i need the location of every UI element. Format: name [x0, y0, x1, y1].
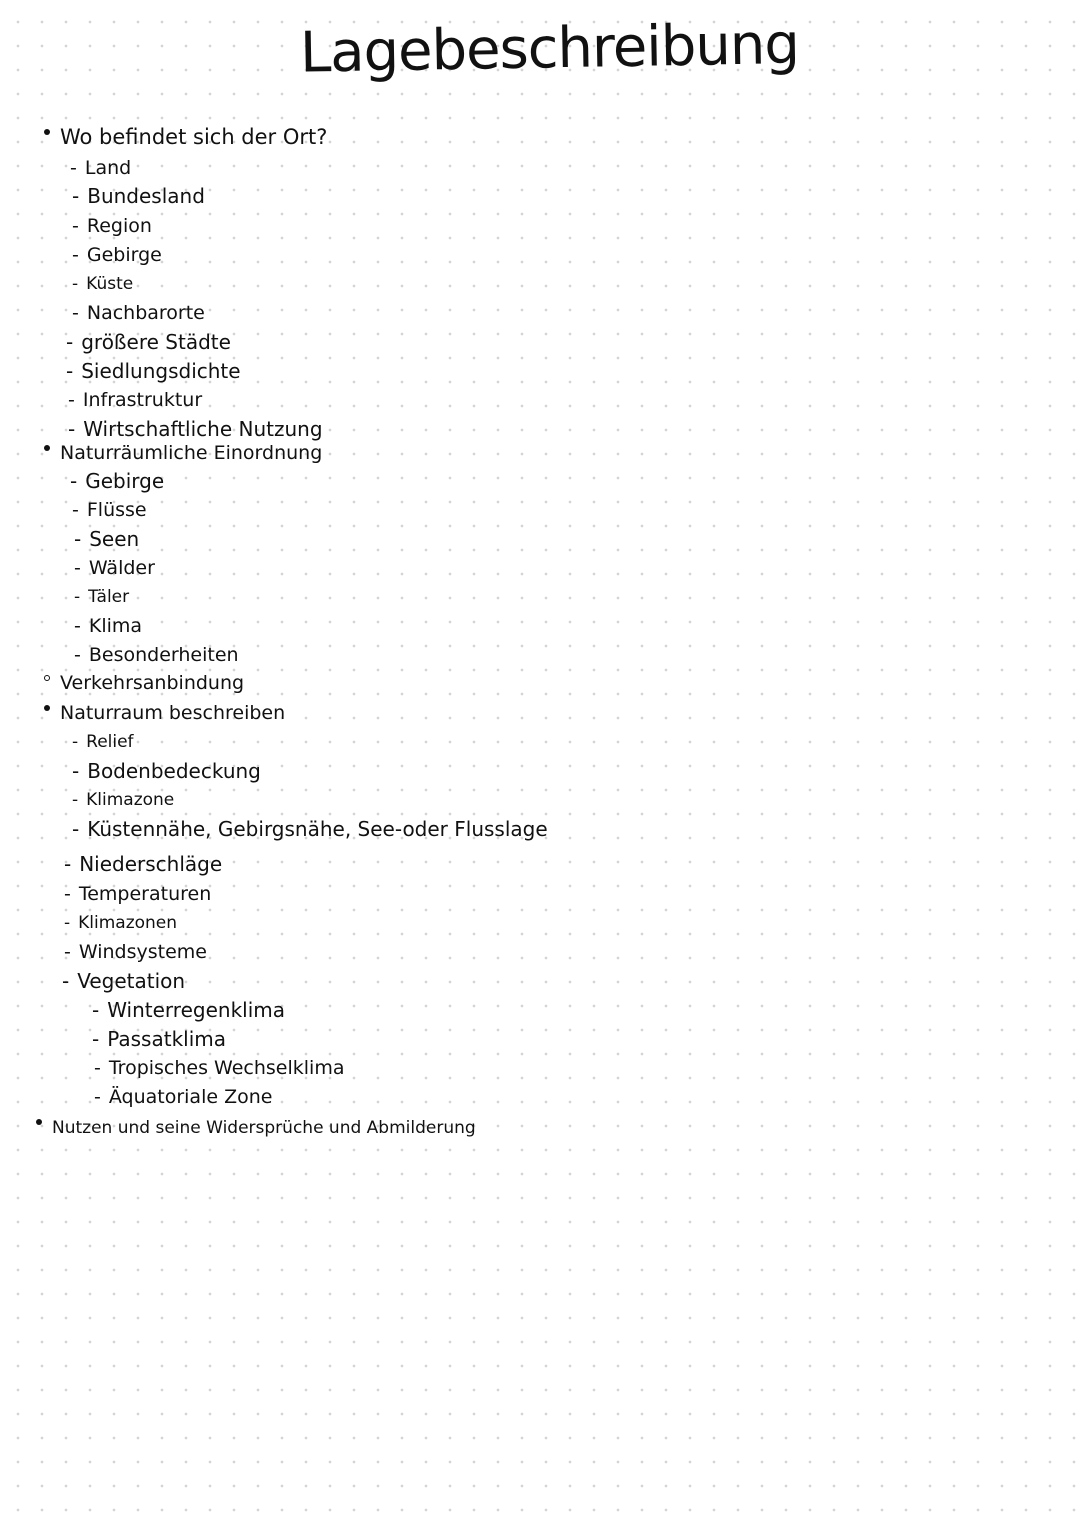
list-item: - Bodenbedeckung: [72, 759, 261, 783]
list-item: - Niederschläge: [64, 852, 223, 876]
list-item: - Täler: [74, 587, 130, 607]
list-item: - Klima: [74, 615, 143, 637]
list-item: - Klimazone: [72, 790, 175, 810]
sub-list-item: - Winterregenklima: [92, 998, 286, 1022]
list-item: - größere Städte: [66, 330, 231, 354]
list-item: - Küstennähe, Gebirgsnähe, See-oder Flusslage: [72, 817, 548, 841]
list-item: - Temperaturen: [64, 883, 212, 905]
bullet-icon: [44, 705, 50, 711]
list-item: - Siedlungsdichte: [66, 359, 241, 383]
list-item: - Klimazonen: [64, 913, 178, 933]
list-item: - Nachbarorte: [72, 302, 205, 324]
list-item: - Land: [70, 157, 132, 179]
list-item: - Infrastruktur: [68, 389, 203, 411]
list-item: - Besonderheiten: [74, 644, 239, 666]
section-heading-traffic: Verkehrsanbindung: [44, 670, 244, 696]
bullet-icon: [44, 675, 50, 681]
list-item: - Flüsse: [72, 499, 147, 521]
section-heading-use: Nutzen und seine Widersprüche und Abmilderung: [36, 1115, 476, 1141]
list-item: - Bundesland: [72, 184, 205, 208]
bullet-icon: [44, 129, 50, 135]
bullet-icon: [36, 1119, 42, 1125]
sub-list-item: - Tropisches Wechselklima: [94, 1057, 345, 1079]
section-heading-location: Wo befindet sich der Ort?: [44, 124, 327, 150]
list-item: - Windsysteme: [64, 941, 207, 963]
list-item: - Relief: [72, 732, 134, 752]
list-item: - Wälder: [74, 557, 155, 579]
bullet-icon: [44, 445, 50, 451]
section-heading-natural-classification: Naturräumliche Einordnung: [44, 440, 322, 466]
list-item: - Küste: [72, 274, 134, 294]
list-item: - Gebirge: [72, 244, 162, 266]
page-title: Lagebeschreibung: [299, 11, 800, 86]
sub-list-item: - Passatklima: [92, 1027, 227, 1051]
sub-list-item: - Äquatoriale Zone: [94, 1086, 273, 1108]
list-item: - Gebirge: [70, 469, 165, 493]
list-item: - Vegetation: [62, 969, 186, 993]
list-item: - Wirtschaftliche Nutzung: [68, 417, 323, 441]
list-item: - Seen: [74, 527, 140, 551]
section-heading-describe-nature: Naturraum beschreiben: [44, 700, 285, 726]
list-item: - Region: [72, 215, 152, 237]
